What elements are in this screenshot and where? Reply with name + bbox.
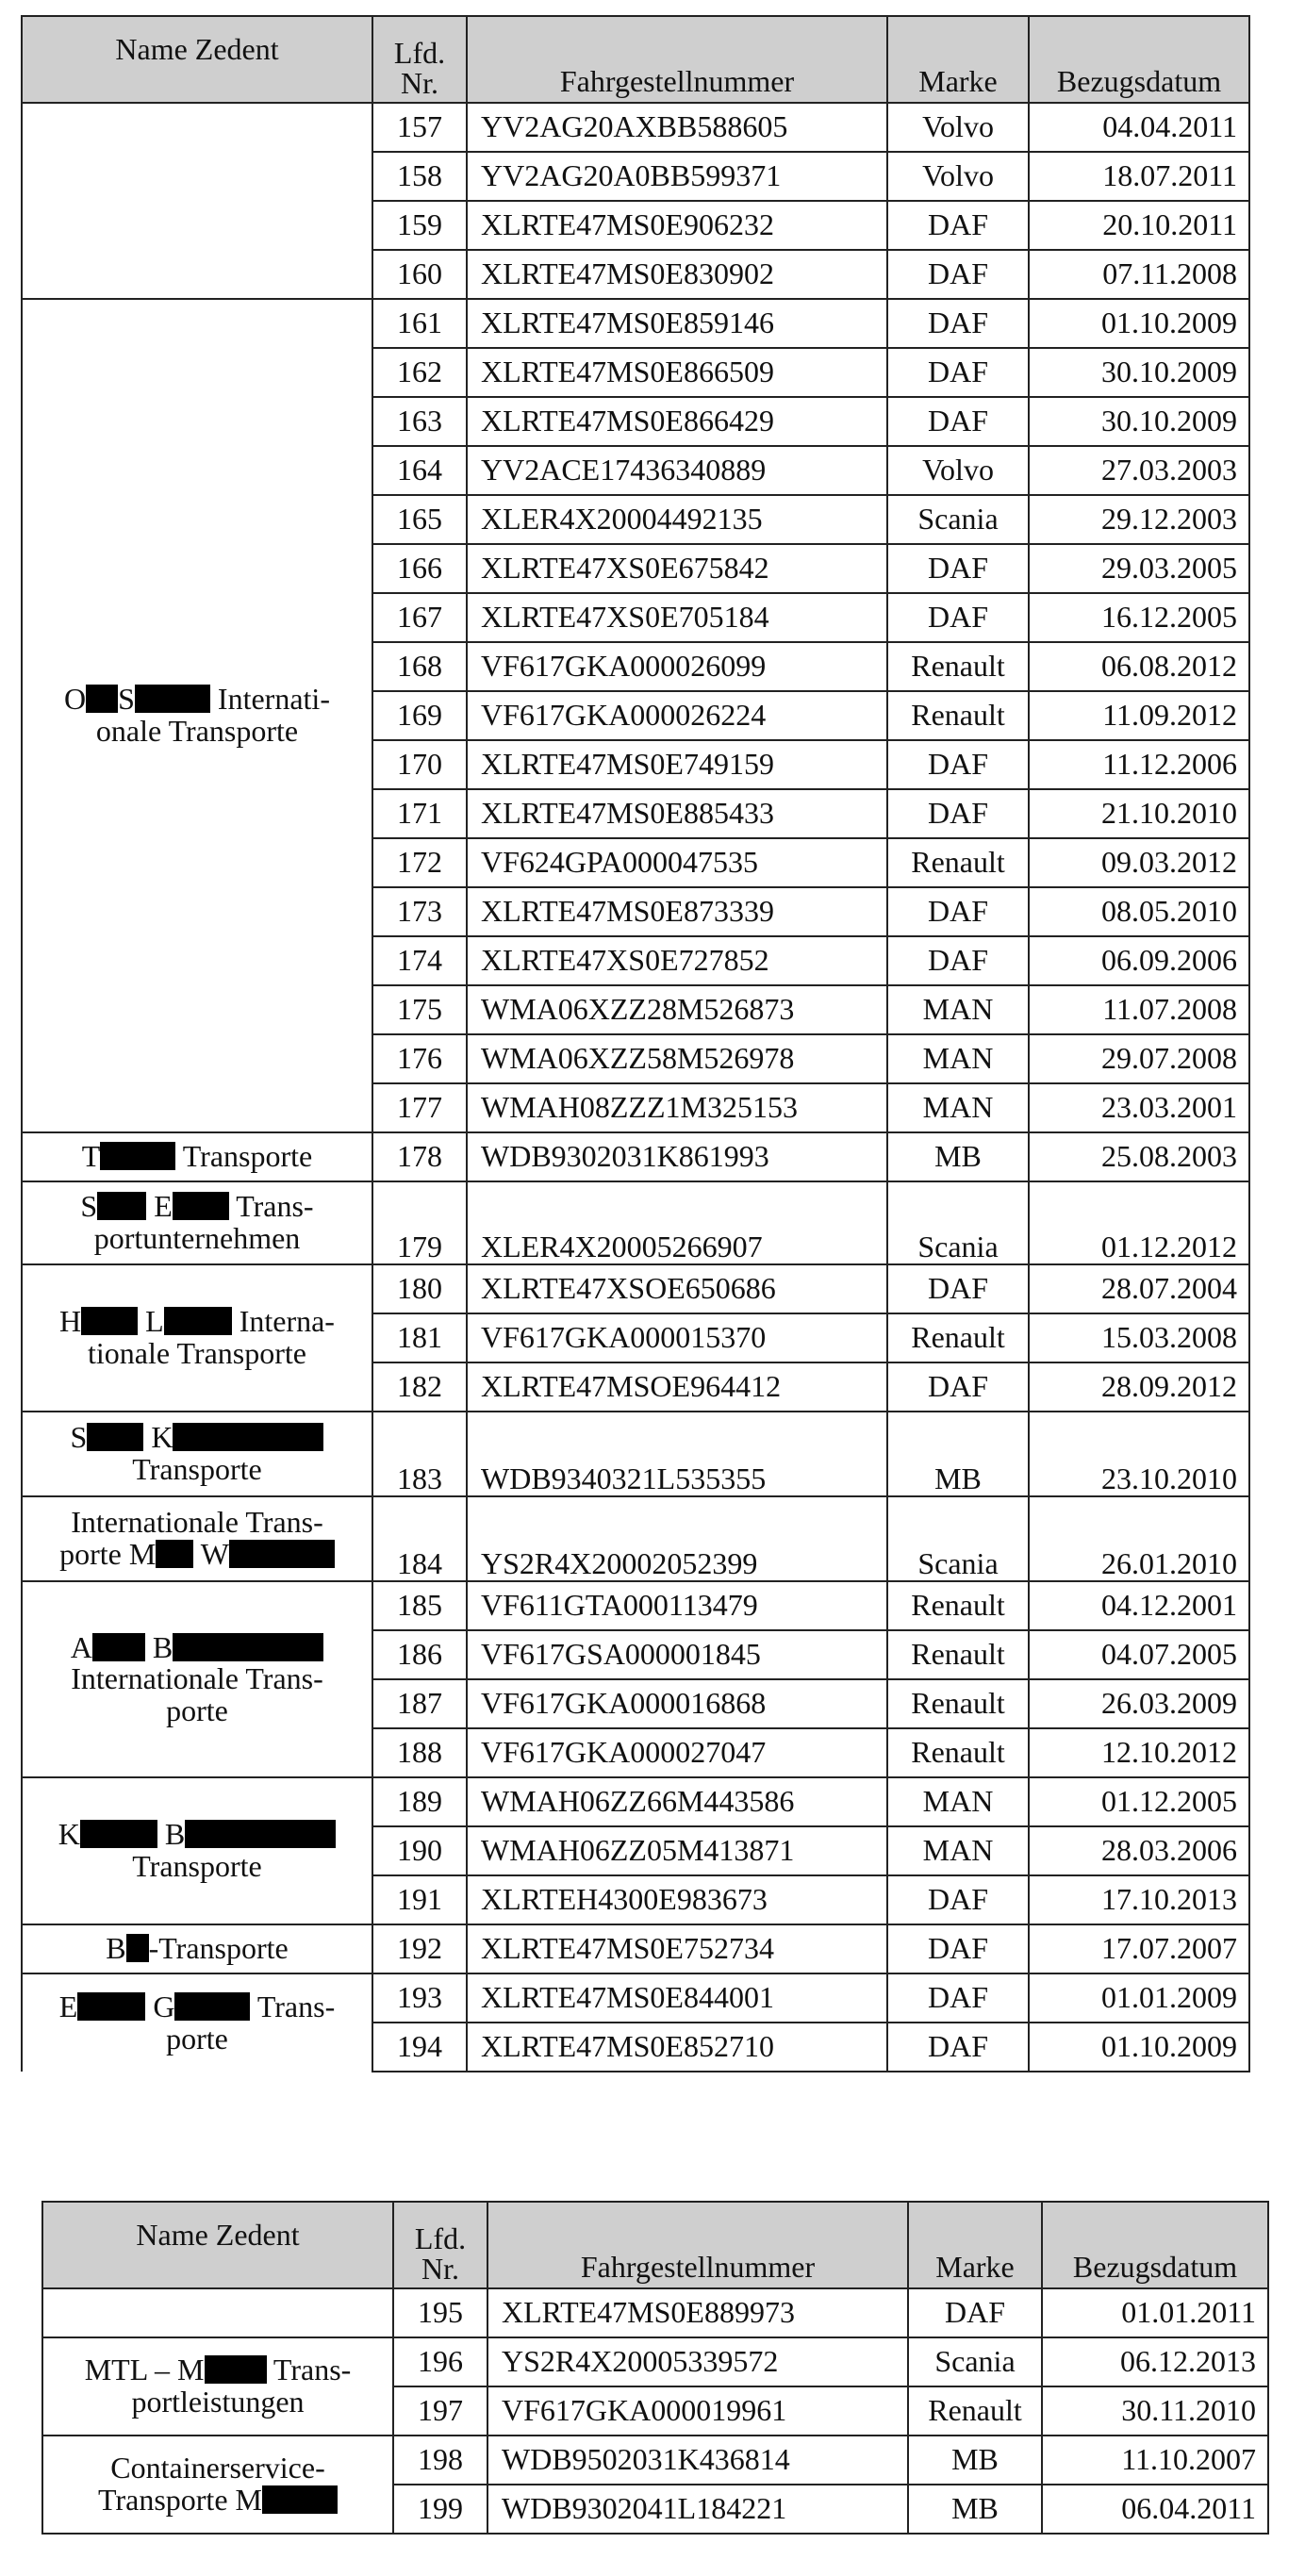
date-cell: 01.10.2009: [1029, 299, 1249, 348]
lfd-nr-cell: 191: [372, 1875, 467, 1924]
lfd-nr-cell: 165: [372, 495, 467, 544]
header-row: [42, 2202, 1268, 2288]
brand-cell: DAF: [887, 740, 1029, 789]
header-bezugsdatum: Bezugsdatum: [1029, 16, 1249, 103]
lfd-nr-cell: 181: [372, 1313, 467, 1362]
brand-cell: Scania: [887, 1496, 1029, 1581]
date-cell: 01.01.2011: [1042, 2288, 1268, 2337]
brand-cell: Scania: [908, 2337, 1042, 2386]
date-cell: 01.12.2012: [1029, 1181, 1249, 1264]
header-bezugsdatum: Bezugsdatum: [1042, 2202, 1268, 2288]
name-text: O: [64, 682, 87, 717]
brand-cell: MB: [908, 2485, 1042, 2534]
date-cell: 23.10.2010: [1029, 1412, 1249, 1496]
table-row: [22, 1132, 1249, 1181]
brand-cell: DAF: [887, 544, 1029, 593]
brand-cell: DAF: [908, 2288, 1042, 2337]
brand-cell: DAF: [887, 593, 1029, 642]
name-text: B: [152, 1629, 173, 1664]
vin-cell: XLRTE47MS0E866509: [467, 348, 887, 397]
brand-cell: Volvo: [887, 446, 1029, 495]
lfd-nr-cell: 183: [372, 1412, 467, 1496]
lfd-nr-cell: 173: [372, 887, 467, 936]
lfd-nr-cell: 161: [372, 299, 467, 348]
date-cell: 16.12.2005: [1029, 593, 1249, 642]
brand-cell: DAF: [887, 397, 1029, 446]
lfd-nr-cell: 167: [372, 593, 467, 642]
lfd-nr-cell: 171: [372, 789, 467, 838]
table-row: [22, 1412, 1249, 1496]
zedent-name-cell: [22, 1924, 372, 1973]
brand-cell: DAF: [887, 1924, 1029, 1973]
brand-cell: Renault: [887, 838, 1029, 887]
name-text: portleistungen: [131, 2385, 305, 2419]
zedent-name-cell: [42, 2288, 393, 2337]
vin-cell: XLRTE47XS0E705184: [467, 593, 887, 642]
vin-cell: WMA06XZZ28M526873: [467, 985, 887, 1034]
vin-cell: VF617GKA000019961: [487, 2386, 908, 2436]
redaction-bar: [92, 1633, 145, 1661]
date-cell: 12.10.2012: [1029, 1728, 1249, 1777]
brand-cell: MAN: [887, 985, 1029, 1034]
table-row: [22, 1181, 1249, 1264]
zedent-name-cell: [22, 1412, 372, 1496]
brand-cell: Renault: [887, 1728, 1029, 1777]
redaction-bar: [97, 1192, 146, 1220]
redaction-bar: [81, 1307, 138, 1335]
vin-cell: WMA06XZZ58M526978: [467, 1034, 887, 1083]
date-cell: 06.12.2013: [1042, 2337, 1268, 2386]
zedent-name-cell: [22, 1132, 372, 1181]
lfd-nr-cell: 176: [372, 1034, 467, 1083]
zedent-name-cell: [22, 1581, 372, 1777]
lfd-nr-cell: 159: [372, 201, 467, 250]
date-cell: 01.01.2009: [1029, 1973, 1249, 2023]
lfd-nr-cell: 170: [372, 740, 467, 789]
brand-cell: DAF: [887, 1362, 1029, 1412]
brand-cell: DAF: [887, 2023, 1029, 2072]
table-row: [42, 2288, 1268, 2337]
lfd-nr-cell: 199: [393, 2485, 487, 2534]
name-text: S: [118, 682, 135, 717]
redaction-bar: [77, 1992, 145, 2021]
brand-cell: Scania: [887, 1181, 1029, 1264]
date-cell: 28.09.2012: [1029, 1362, 1249, 1412]
vin-cell: VF617GKA000026224: [467, 691, 887, 740]
lfd-nr-cell: 184: [372, 1496, 467, 1581]
redaction-bar: [135, 685, 210, 713]
brand-cell: DAF: [887, 201, 1029, 250]
name-text: onale Transporte: [95, 714, 299, 748]
brand-cell: Renault: [887, 1679, 1029, 1728]
vin-cell: WMAH06ZZ05M413871: [467, 1826, 887, 1875]
name-text: G: [153, 1989, 175, 2023]
lfd-nr-cell: 186: [372, 1630, 467, 1679]
name-text: Internationale Trans-: [71, 1661, 323, 1696]
redaction-bar: [174, 1992, 250, 2021]
date-cell: 30.11.2010: [1042, 2386, 1268, 2436]
vin-cell: XLER4X20005266907: [467, 1181, 887, 1264]
name-text: Transporte: [182, 1139, 313, 1174]
name-text: porte: [166, 1693, 228, 1727]
header-fahrgestellnummer: Fahrgestellnummer: [467, 16, 887, 103]
date-cell: 26.01.2010: [1029, 1496, 1249, 1581]
redaction-bar: [80, 1820, 157, 1848]
date-cell: 04.04.2011: [1029, 103, 1249, 152]
name-text: Interna-: [239, 1304, 335, 1339]
name-text: Trans-: [273, 2353, 352, 2387]
table-row: [22, 1264, 1249, 1313]
brand-cell: Renault: [887, 642, 1029, 691]
date-cell: 23.03.2001: [1029, 1083, 1249, 1132]
vin-cell: XLRTE47MS0E830902: [467, 250, 887, 299]
name-text: S: [80, 1189, 98, 1224]
zedent-name-cell: [42, 2337, 393, 2436]
vin-cell: XLER4X20004492135: [467, 495, 887, 544]
zedent-name-cell: [22, 1973, 372, 2072]
header-marke: Marke: [887, 16, 1029, 103]
date-cell: 27.03.2003: [1029, 446, 1249, 495]
vin-cell: YV2ACE17436340889: [467, 446, 887, 495]
zedent-name-cell: [22, 299, 372, 1132]
vin-cell: XLRTE47MS0E859146: [467, 299, 887, 348]
name-text: tionale Transporte: [88, 1336, 306, 1370]
lfd-nr-cell: 177: [372, 1083, 467, 1132]
brand-cell: Renault: [908, 2386, 1042, 2436]
vin-cell: WMAH06ZZ66M443586: [467, 1777, 887, 1826]
vin-cell: XLRTE47MS0E749159: [467, 740, 887, 789]
date-cell: 11.07.2008: [1029, 985, 1249, 1034]
vin-cell: VF624GPA000047535: [467, 838, 887, 887]
vehicle-table-1: [21, 15, 1250, 2072]
vin-cell: VF611GTA000113479: [467, 1581, 887, 1630]
vin-cell: XLRTE47MS0E906232: [467, 201, 887, 250]
name-text: porte: [166, 2021, 228, 2056]
table-row: [22, 1973, 1249, 2023]
brand-cell: MB: [887, 1132, 1029, 1181]
vin-cell: VF617GKA000027047: [467, 1728, 887, 1777]
lfd-nr-cell: 160: [372, 250, 467, 299]
zedent-name-cell: [42, 2436, 393, 2534]
lfd-nr-cell: 187: [372, 1679, 467, 1728]
vin-cell: XLRTE47MS0E889973: [487, 2288, 908, 2337]
brand-cell: Renault: [887, 691, 1029, 740]
redaction-bar: [86, 685, 118, 713]
vin-cell: VF617GSA000001845: [467, 1630, 887, 1679]
date-cell: 18.07.2011: [1029, 152, 1249, 201]
brand-cell: Renault: [887, 1313, 1029, 1362]
date-cell: 06.08.2012: [1029, 642, 1249, 691]
lfd-nr-cell: 197: [393, 2386, 487, 2436]
name-text: B: [164, 1817, 186, 1852]
vin-cell: WDB9302031K861993: [467, 1132, 887, 1181]
brand-cell: DAF: [887, 789, 1029, 838]
name-text: E: [58, 1989, 78, 2023]
lfd-nr-cell: 188: [372, 1728, 467, 1777]
name-text: A: [70, 1629, 92, 1664]
lfd-nr-cell: 190: [372, 1826, 467, 1875]
date-cell: 21.10.2010: [1029, 789, 1249, 838]
date-cell: 15.03.2008: [1029, 1313, 1249, 1362]
vin-cell: XLRTE47MS0E873339: [467, 887, 887, 936]
brand-cell: DAF: [887, 250, 1029, 299]
name-text: -Transporte: [148, 1931, 289, 1966]
redaction-bar: [229, 1540, 335, 1568]
brand-cell: Scania: [887, 495, 1029, 544]
name-text: S: [70, 1420, 88, 1455]
date-cell: 26.03.2009: [1029, 1679, 1249, 1728]
date-cell: 01.10.2009: [1029, 2023, 1249, 2072]
vin-cell: YS2R4X20005339572: [487, 2337, 908, 2386]
date-cell: 30.10.2009: [1029, 348, 1249, 397]
name-text: W: [200, 1537, 229, 1571]
lfd-nr-cell: 178: [372, 1132, 467, 1181]
vin-cell: XLRTE47XSOE650686: [467, 1264, 887, 1313]
redaction-bar: [100, 1142, 175, 1170]
name-text: T: [81, 1139, 101, 1174]
name-text: L: [145, 1304, 164, 1339]
lfd-nr-cell: 179: [372, 1181, 467, 1264]
lfd-nr-cell: 157: [372, 103, 467, 152]
vehicle-table-2: [41, 2201, 1269, 2535]
brand-cell: DAF: [887, 1875, 1029, 1924]
brand-cell: Renault: [887, 1581, 1029, 1630]
vin-cell: VF617GKA000026099: [467, 642, 887, 691]
lfd-nr-cell: 189: [372, 1777, 467, 1826]
brand-cell: MAN: [887, 1034, 1029, 1083]
redaction-bar: [173, 1423, 323, 1451]
zedent-name-cell: [22, 103, 372, 299]
name-text: K: [58, 1817, 80, 1852]
vin-cell: YS2R4X20002052399: [467, 1496, 887, 1581]
redaction-bar: [126, 1934, 149, 1962]
header-lfd-nr: Lfd. Nr.: [393, 2202, 487, 2288]
name-text: Trans-: [256, 1989, 336, 2023]
vin-cell: XLRTE47XS0E727852: [467, 936, 887, 985]
name-text: H: [59, 1304, 82, 1339]
brand-cell: DAF: [887, 1973, 1029, 2023]
date-cell: 11.12.2006: [1029, 740, 1249, 789]
date-cell: 29.03.2005: [1029, 544, 1249, 593]
name-text: B: [106, 1931, 126, 1966]
vin-cell: YV2AG20AXBB588605: [467, 103, 887, 152]
header-name-zedent: Name Zedent: [22, 16, 372, 103]
brand-cell: Volvo: [887, 152, 1029, 201]
table-row: [22, 1496, 1249, 1581]
brand-cell: DAF: [887, 1264, 1029, 1313]
vin-cell: XLRTE47MSOE964412: [467, 1362, 887, 1412]
name-text: K: [151, 1420, 173, 1455]
name-text: Internati-: [217, 682, 330, 717]
redaction-bar: [173, 1633, 323, 1661]
redaction-bar: [87, 1423, 143, 1451]
vin-cell: WDB9340321L535355: [467, 1412, 887, 1496]
date-cell: 28.07.2004: [1029, 1264, 1249, 1313]
date-cell: 08.05.2010: [1029, 887, 1249, 936]
lfd-nr-cell: 196: [393, 2337, 487, 2386]
header-fahrgestellnummer: Fahrgestellnummer: [487, 2202, 908, 2288]
lfd-nr-cell: 174: [372, 936, 467, 985]
date-cell: 11.09.2012: [1029, 691, 1249, 740]
zedent-name-cell: [22, 1496, 372, 1581]
vin-cell: XLRTE47MS0E852710: [467, 2023, 887, 2072]
name-text: Containerservice-: [110, 2451, 325, 2485]
table-row: [22, 1924, 1249, 1973]
brand-cell: MB: [908, 2436, 1042, 2485]
lfd-nr-cell: 164: [372, 446, 467, 495]
redaction-bar: [156, 1540, 193, 1568]
brand-cell: DAF: [887, 887, 1029, 936]
lfd-nr-cell: 168: [372, 642, 467, 691]
brand-cell: MAN: [887, 1083, 1029, 1132]
brand-cell: Renault: [887, 1630, 1029, 1679]
redaction-bar: [173, 1192, 229, 1220]
lfd-nr-cell: 162: [372, 348, 467, 397]
redaction-bar: [262, 2485, 338, 2514]
header-name-zedent: Name Zedent: [42, 2202, 393, 2288]
header-row: [22, 16, 1249, 103]
name-text: Transporte M: [98, 2483, 262, 2517]
lfd-nr-cell: 194: [372, 2023, 467, 2072]
name-text: portunternehmen: [93, 1221, 301, 1255]
lfd-nr-cell: 169: [372, 691, 467, 740]
lfd-nr-cell: 163: [372, 397, 467, 446]
brand-cell: DAF: [887, 348, 1029, 397]
table-row: [42, 2436, 1268, 2485]
zedent-name-cell: [22, 1777, 372, 1924]
table-row: [22, 1581, 1249, 1630]
zedent-name-cell: [22, 1181, 372, 1264]
name-text: Transporte: [132, 1452, 262, 1486]
vin-cell: WDB9302041L184221: [487, 2485, 908, 2534]
header-lfd-nr: Lfd. Nr.: [372, 16, 467, 103]
lfd-nr-cell: 180: [372, 1264, 467, 1313]
name-text: MTL – M: [84, 2353, 205, 2387]
date-cell: 11.10.2007: [1042, 2436, 1268, 2485]
date-cell: 29.07.2008: [1029, 1034, 1249, 1083]
header-marke: Marke: [908, 2202, 1042, 2288]
name-text: E: [154, 1189, 173, 1224]
date-cell: 06.04.2011: [1042, 2485, 1268, 2534]
date-cell: 28.03.2006: [1029, 1826, 1249, 1875]
vin-cell: YV2AG20A0BB599371: [467, 152, 887, 201]
vin-cell: VF617GKA000015370: [467, 1313, 887, 1362]
name-text: porte M: [59, 1537, 157, 1571]
name-text: Transporte: [132, 1849, 262, 1883]
table-row: [42, 2337, 1268, 2386]
lfd-nr-cell: 192: [372, 1924, 467, 1973]
date-cell: 09.03.2012: [1029, 838, 1249, 887]
date-cell: 20.10.2011: [1029, 201, 1249, 250]
date-cell: 17.10.2013: [1029, 1875, 1249, 1924]
lfd-nr-cell: 158: [372, 152, 467, 201]
lfd-nr-cell: 193: [372, 1973, 467, 2023]
lfd-nr-cell: 166: [372, 544, 467, 593]
vin-cell: XLRTE47MS0E866429: [467, 397, 887, 446]
vin-cell: XLRTEH4300E983673: [467, 1875, 887, 1924]
table-row: [22, 103, 1249, 152]
brand-cell: MAN: [887, 1826, 1029, 1875]
table-row: [22, 1777, 1249, 1826]
name-text: Internationale Trans-: [71, 1505, 323, 1540]
date-cell: 25.08.2003: [1029, 1132, 1249, 1181]
lfd-nr-cell: 172: [372, 838, 467, 887]
brand-cell: MAN: [887, 1777, 1029, 1826]
vin-cell: XLRTE47MS0E885433: [467, 789, 887, 838]
date-cell: 06.09.2006: [1029, 936, 1249, 985]
brand-cell: Volvo: [887, 103, 1029, 152]
vin-cell: XLRTE47MS0E844001: [467, 1973, 887, 2023]
date-cell: 04.07.2005: [1029, 1630, 1249, 1679]
name-text: Trans-: [236, 1189, 314, 1224]
vin-cell: XLRTE47XS0E675842: [467, 544, 887, 593]
redaction-bar: [164, 1307, 232, 1335]
lfd-nr-cell: 185: [372, 1581, 467, 1630]
vin-cell: WMAH08ZZZ1M325153: [467, 1083, 887, 1132]
vin-cell: WDB9502031K436814: [487, 2436, 908, 2485]
date-cell: 29.12.2003: [1029, 495, 1249, 544]
date-cell: 04.12.2001: [1029, 1581, 1249, 1630]
brand-cell: MB: [887, 1412, 1029, 1496]
date-cell: 30.10.2009: [1029, 397, 1249, 446]
date-cell: 07.11.2008: [1029, 250, 1249, 299]
lfd-nr-cell: 195: [393, 2288, 487, 2337]
date-cell: 01.12.2005: [1029, 1777, 1249, 1826]
table-row: [22, 299, 1249, 348]
brand-cell: DAF: [887, 936, 1029, 985]
brand-cell: DAF: [887, 299, 1029, 348]
vin-cell: VF617GKA000016868: [467, 1679, 887, 1728]
redaction-bar: [205, 2355, 267, 2384]
zedent-name-cell: [22, 1264, 372, 1412]
lfd-nr-cell: 198: [393, 2436, 487, 2485]
lfd-nr-cell: 175: [372, 985, 467, 1034]
date-cell: 17.07.2007: [1029, 1924, 1249, 1973]
redaction-bar: [185, 1820, 336, 1848]
vin-cell: XLRTE47MS0E752734: [467, 1924, 887, 1973]
lfd-nr-cell: 182: [372, 1362, 467, 1412]
